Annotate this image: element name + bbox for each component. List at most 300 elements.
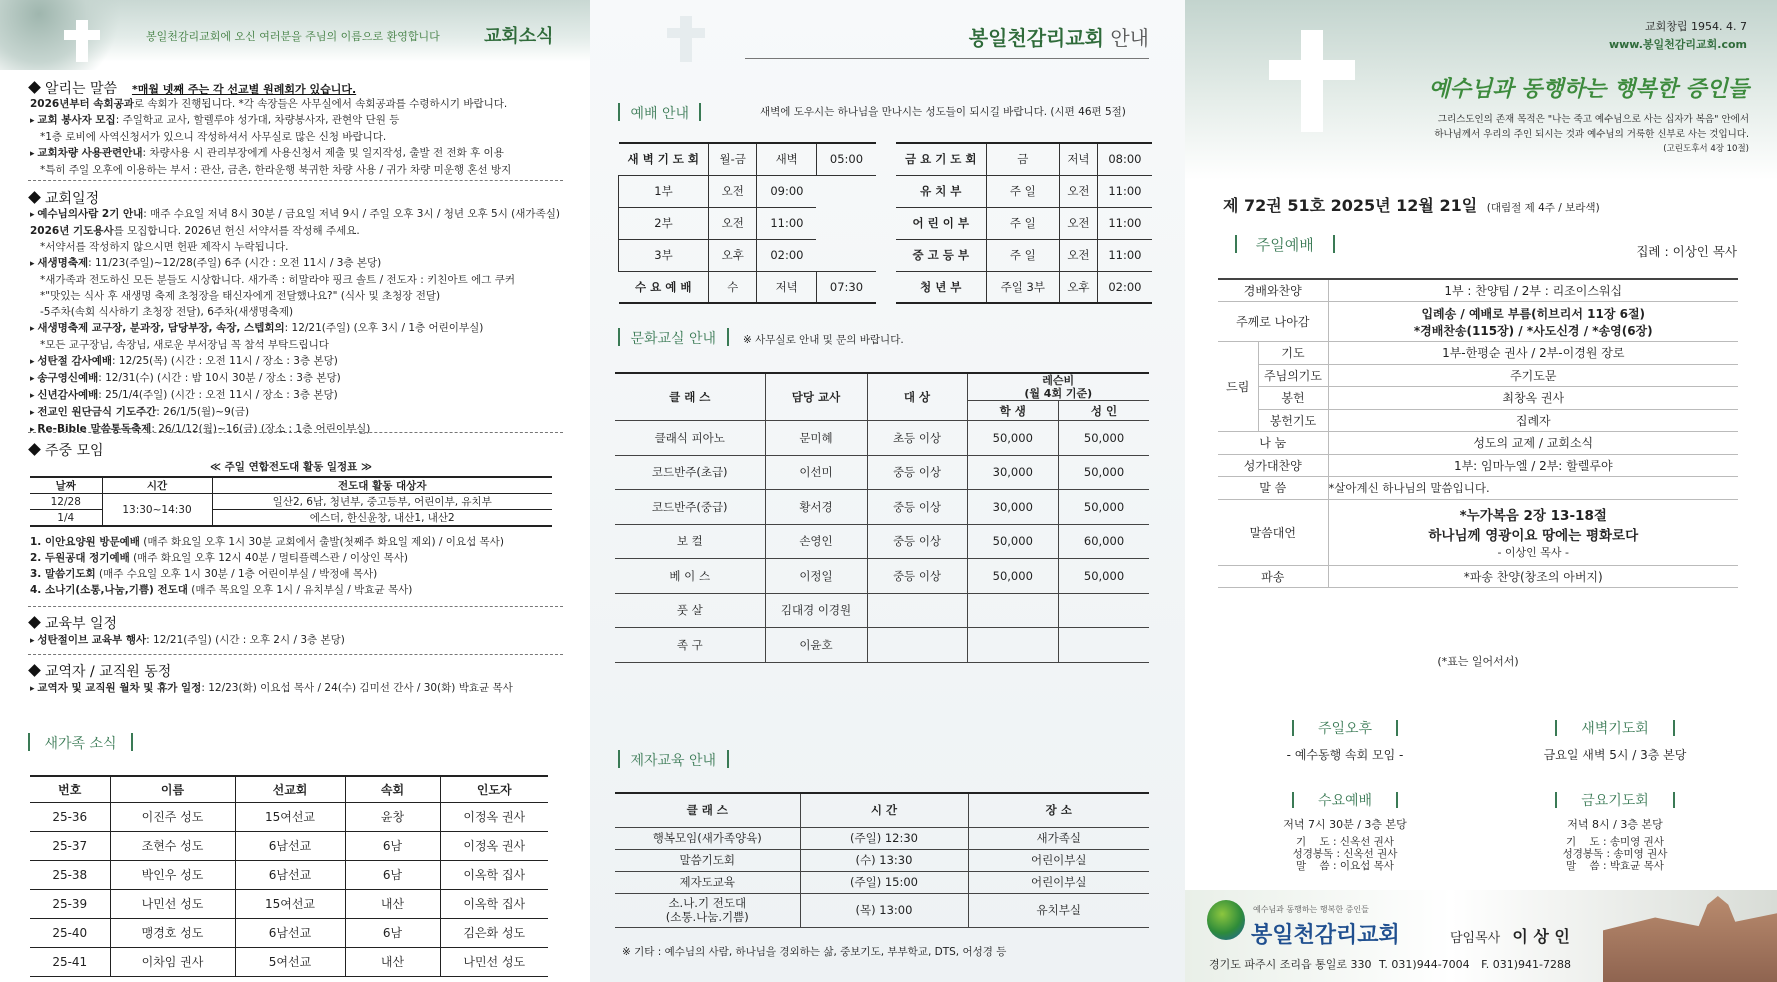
table-row (615, 893, 1149, 927)
table-row (30, 860, 548, 889)
worship-guide-title: 예배 안내 (618, 103, 701, 123)
table-cell: 베 이 스 (615, 559, 765, 594)
cross-arm (1269, 60, 1355, 80)
table-cell: 25-41 (52, 954, 88, 969)
weekly-heading: 주중 모임 (30, 440, 104, 460)
table-row (30, 889, 548, 918)
list-item-bold: 신년감사예배 (37, 389, 99, 401)
order-row (1218, 387, 1738, 410)
table-cell: 50,000 (1059, 559, 1149, 594)
duty-line: 기 도 : 신옥선 권사 (1296, 836, 1394, 848)
founded-date: 교회창립 1954. 4. 7 (1645, 20, 1747, 33)
list-item-bold: 교회 봉사자 모집 (37, 114, 116, 126)
table-cell (967, 593, 1059, 628)
col-teacher: 담당 교사 (765, 373, 867, 421)
sunday-pm-box: 주일오후 - 예수동행 속회 모임 - (1286, 721, 1404, 762)
table-cell: 11:00 (1097, 239, 1152, 271)
newfamily-title: 새가족 소식 (28, 733, 133, 753)
table-cell: 중등 이상 (867, 559, 967, 594)
table-row (619, 239, 877, 271)
list-item (30, 162, 560, 178)
table-row (615, 827, 1149, 849)
table-cell: 주 일 (986, 207, 1060, 239)
list-item-text: 를 모집합니다. 2026년 헌신 서약서를 작성해 주세요. (113, 225, 360, 237)
table-cell (967, 628, 1059, 663)
schedule-heading: 교회일정 (30, 188, 99, 208)
table-cell: 6남선교 (235, 860, 345, 889)
table-cell: 금 (986, 143, 1060, 175)
officiant: 집례 : 이상인 목사 (1636, 244, 1737, 259)
schedule-list (30, 206, 560, 438)
table-cell: 중등 이상 (867, 490, 967, 525)
order-row (1218, 499, 1738, 565)
table-cell: 클래식 피아노 (615, 421, 765, 456)
table-cell: 6남선교 (235, 918, 345, 947)
list-item (30, 320, 560, 337)
list-item (30, 680, 560, 697)
table-row (619, 271, 877, 303)
list-item (30, 288, 560, 304)
order-row (1218, 409, 1738, 432)
notice-list (30, 96, 560, 178)
col-leader: 인도자 (440, 776, 548, 802)
table-cell: 제자도교육 (615, 871, 800, 893)
table-cell: 이정옥 권사 (440, 831, 548, 860)
order-row (1218, 302, 1738, 342)
cross-icon (76, 20, 88, 62)
table-cell: 25-40 (52, 925, 88, 940)
table-row (896, 239, 1152, 271)
order-content: *누가복음 2장 13-18절 하나님께 영광이요 땅에는 평화로다 - 이상인 목사 - (1328, 499, 1738, 565)
table-cell: 50,000 (1059, 421, 1149, 456)
duty-line: 말 씀 : 이요섭 목사 (1296, 860, 1394, 872)
table-cell: 금 요 기 도 회 (896, 143, 986, 175)
table-cell: 이윤호 (765, 628, 867, 663)
table-cell: 윤창 (345, 802, 440, 831)
list-item-bold: 새생명축제 교구장, 분과장, 담당부장, 속장, 스텝회의 (37, 322, 285, 334)
order-content: 집례자 (1328, 409, 1738, 432)
table-cell: (주일) 15:00 (800, 871, 968, 893)
table-cell: 60,000 (1059, 524, 1149, 559)
table-cell: 어 린 이 부 (896, 207, 986, 239)
list-item-text: *새가족과 전도하신 모든 분들도 시상합니다. 새가족 : 히말라야 핑크 솔트 / 전도자 : 키친아트 에그 쿠커 (40, 274, 515, 286)
table-cell: 초등 이상 (867, 421, 967, 456)
wed-box: 수요예배 저녁 7시 30분 / 3층 본당 기 도 : 신옥선 권사 성경봉독 : 신옥선 권사 말 씀 : 이요섭 목사 (1215, 790, 1475, 872)
table-cell: 15여선교 (235, 802, 345, 831)
list-item (30, 370, 560, 387)
order-row (1218, 565, 1738, 588)
list-item-bold: 성탄절이브 교육부 행사 (37, 634, 147, 646)
list-item (30, 404, 560, 421)
table-row (896, 207, 1152, 239)
table-cell: 유치부실 (968, 893, 1149, 927)
table-cell: 6남선교 (235, 831, 345, 860)
order-row (1218, 477, 1738, 500)
table-cell: (수) 13:30 (800, 849, 968, 871)
outreach-table (30, 476, 552, 527)
order-content: 1부: 임마누엘 / 2부: 할렐루야 (1328, 454, 1738, 477)
col-adult: 성 인 (1059, 401, 1149, 421)
table-cell: 박인우 성도 (110, 860, 235, 889)
list-item-text: : 주일학교 교사, 할렐루야 성가대, 차량봉사자, 관현악 단원 등 (115, 114, 400, 126)
list-item-text: : 25/1/4(주일) (시간 : 오전 11시 / 장소 : 3층 본당) (98, 389, 338, 401)
table-cell: 수 요 예 배 (619, 271, 709, 303)
list-item (30, 304, 560, 320)
list-item-bold: 교회차량 사용관련안내 (37, 147, 143, 159)
order-label: 주께로 나아감 (1218, 302, 1328, 342)
order-row (1218, 454, 1738, 477)
col-name: 이름 (110, 776, 235, 802)
table-row (896, 175, 1152, 207)
table-cell: 이정옥 권사 (440, 802, 548, 831)
list-item-text: (매주 화요일 오후 12시 40분 / 멀티플렉스관 / 이상인 목사) (129, 552, 408, 564)
table-cell: 1/4 (57, 511, 75, 524)
table-cell: 손영인 (765, 524, 867, 559)
table-cell: 50,000 (1059, 455, 1149, 490)
table-row (615, 628, 1149, 663)
list-item (30, 255, 560, 272)
slogan: 예수님과 동행하는 행복한 증인들 (1428, 76, 1749, 102)
list-item (30, 223, 560, 239)
col-class: 클 래 스 (615, 793, 800, 827)
order-content: 주기도문 (1328, 364, 1738, 387)
culture-note: ※ 사무실로 안내 및 문의 바랍니다. (743, 334, 904, 346)
table-cell: 6남 (345, 918, 440, 947)
list-item (30, 96, 560, 112)
table-cell: 50,000 (967, 559, 1059, 594)
col-time: 시간 (102, 477, 212, 494)
table-cell: 황서경 (765, 490, 867, 525)
list-item (30, 129, 560, 145)
order-label: 말씀대언 (1218, 499, 1328, 565)
table-cell: 6남 (345, 831, 440, 860)
table-row (30, 918, 548, 947)
list-item-text: : 11/23(주일)~12/28(주일) 6주 (시간 : 오전 11시 / 3층 본당) (88, 257, 382, 269)
table-cell: 09:00 (757, 175, 817, 207)
list-item-text: (매주 수요일 오후 1시 30분 / 1층 어린이부실 / 박정애 목사) (95, 568, 378, 580)
list-item (30, 239, 560, 255)
list-item (30, 337, 560, 353)
order-label: 파송 (1218, 565, 1328, 588)
table-cell: 중등 이상 (867, 455, 967, 490)
table-row (30, 947, 548, 976)
stand-note: (*표는 일어서서) (1437, 655, 1519, 668)
list-item (30, 206, 560, 223)
divider (28, 180, 563, 181)
cross-icon (1301, 30, 1323, 132)
list-item-text: (매주 목요일 오후 1시 / 유치부실 / 박효균 목사) (187, 584, 413, 596)
col-date: 날짜 (55, 480, 76, 492)
list-item-text: : 12/23(화) 이요섭 목사 / 24(수) 김미선 간사 / 30(화) 박효균 목사 (201, 682, 513, 694)
list-item (30, 534, 560, 550)
table-cell: 11:00 (1097, 175, 1152, 207)
duty-line: 기 도 : 송미영 권사 (1566, 836, 1664, 848)
list-item-bold: 송구영신예배 (37, 372, 99, 384)
list-item (30, 272, 560, 288)
table-row (615, 524, 1149, 559)
table-cell: 수 (709, 271, 757, 303)
table-row (896, 143, 1152, 175)
list-item-text: : 26/1/5(월)~9(금) (156, 406, 250, 418)
order-group-label: 드림 (1218, 342, 1258, 432)
table-cell: (목) 13:00 (800, 893, 968, 927)
table-row (619, 175, 877, 207)
table-cell: 이옥학 집사 (440, 889, 548, 918)
table-cell: 주일 3부 (986, 271, 1060, 303)
col-cell: 속회 (345, 776, 440, 802)
newfamily-table (30, 775, 548, 977)
table-cell (867, 593, 967, 628)
culture-table (615, 372, 1149, 663)
church-url[interactable]: www.봉일천감리교회.com (1608, 38, 1747, 51)
table-cell: 이차임 권사 (110, 947, 235, 976)
list-item-bold: 성탄절 감사예배 (37, 355, 113, 367)
table-cell: 50,000 (967, 421, 1059, 456)
table-cell: 13:30~14:30 (102, 494, 212, 527)
order-label: 나 눔 (1218, 432, 1328, 455)
table-cell: 50,000 (1059, 490, 1149, 525)
table-cell: 나민선 성도 (440, 947, 548, 976)
table-cell: 08:00 (1097, 143, 1152, 175)
list-item-text: : 매주 수요일 저녁 8시 30분 / 금요일 저녁 9시 / 주일 오후 3시 / 청년 오후 5시 (새가족실) (143, 208, 560, 220)
table-cell: 말씀기도회 (615, 849, 800, 871)
list-item-bold: 새생명축제 (37, 257, 89, 269)
table-cell: 5여선교 (235, 947, 345, 976)
list-item (30, 353, 560, 370)
table-cell: 11:00 (1097, 207, 1152, 239)
order-label: 경배와찬양 (1218, 279, 1328, 302)
table-row (30, 802, 548, 831)
table-cell: 새가족실 (968, 827, 1149, 849)
list-item-text: : 12/31(수) (시간 : 밤 10시 30분 / 장소 : 3층 본당) (98, 372, 341, 384)
table-cell: 새벽 (757, 143, 817, 175)
table-cell: 보 컬 (615, 524, 765, 559)
edu-list (30, 632, 560, 649)
order-label: 주님의기도 (1258, 364, 1328, 387)
table-cell: 주 일 (986, 239, 1060, 271)
table-cell: 25-39 (52, 896, 88, 911)
table-cell: 중 고 등 부 (896, 239, 986, 271)
list-item-bold: 3. 말씀기도회 (30, 568, 96, 580)
col-fee: 레슨비 (월 4회 기준) (967, 373, 1149, 401)
list-item-text: : 26/1/12(월)~16(금) (장소 : 1층 어린이부실) (151, 423, 371, 435)
table-cell: 6남 (345, 860, 440, 889)
order-content: 1부-한평순 권사 / 2부-이경원 장로 (1328, 342, 1738, 365)
order-content: *살아계신 하나님의 말씀입니다. (1328, 477, 1738, 500)
list-item-bold: 1. 이안요양원 방문예배 (30, 536, 140, 548)
duty-line: 성경봉독 : 송미영 권사 (1562, 848, 1668, 860)
table-cell: 오전 (1060, 175, 1098, 207)
list-item-text: (매주 화요일 오후 1시 30분 교회에서 출발(첫째주 화요일 제외) / 이요섭 목사) (139, 536, 504, 548)
table-cell (1059, 593, 1149, 628)
table-cell: 김은화 성도 (440, 918, 548, 947)
table-cell: 50,000 (967, 524, 1059, 559)
table-cell: 12/28 (50, 495, 81, 508)
list-item-bold: 전교인 원단금식 기도주간 (37, 406, 157, 418)
list-item-bold: 2026년부터 속회공과 (30, 98, 134, 110)
table-cell: 에스더, 한신윤창, 내산1, 내산2 (212, 510, 552, 527)
table-cell: 일산2, 6남, 청년부, 중고등부, 어린이부, 유치부 (212, 494, 552, 510)
cross-arm (667, 28, 705, 38)
address-line: 경기도 파주시 조리읍 통일로 330 T. 031)944-7004 F. 031)941-7288 (1209, 958, 1571, 971)
table-cell: 25-37 (52, 838, 88, 853)
pastor-line: 담임목사 이 상 인 (1450, 927, 1570, 946)
list-item-text: : 차량사용 시 관리부장에게 사용신청서 제출 및 일지작성, 출발 전 전화 후 이용 (142, 147, 504, 159)
list-item-bold: 2. 두원공대 정기예배 (30, 552, 130, 564)
list-item-text: -5주차(속회 식사하기 초청장 전달), 6주차(새생명축제) (40, 306, 294, 318)
table-cell: 저녁 (1060, 143, 1098, 175)
list-item (30, 112, 560, 129)
table-cell: 저녁 (757, 271, 817, 303)
col-student: 학 생 (967, 401, 1059, 421)
divider (745, 58, 1149, 59)
order-label: 말 씀 (1218, 477, 1328, 500)
list-item-text: *1층 로비에 사역신청서가 있으니 작성하셔서 사무실로 많은 신청 바랍니다. (40, 131, 387, 143)
table-cell: 오전 (709, 175, 757, 207)
table-cell: 내산 (345, 889, 440, 918)
cover-panel (1185, 0, 1777, 982)
worship-schedule-left (618, 142, 876, 304)
table-row (615, 593, 1149, 628)
table-row (619, 143, 877, 175)
divider (28, 606, 563, 607)
col-target: 대 상 (867, 373, 967, 421)
order-row (1218, 364, 1738, 387)
table-cell: 30,000 (967, 455, 1059, 490)
list-item (30, 421, 560, 438)
table-cell: 월-금 (709, 143, 757, 175)
logo-tagline: 예수님과 동행하는 행복한 증인들 (1253, 905, 1369, 914)
table-row (615, 421, 1149, 456)
cross-arm (64, 30, 100, 40)
col-mission: 선교회 (235, 776, 345, 802)
list-item-text: *모든 교구장님, 속장님, 새로운 부서장님 꼭 참석 부탁드립니다 (40, 339, 329, 351)
staff-heading: 교역자 / 교직원 동정 (30, 661, 171, 681)
table-cell (1059, 628, 1149, 663)
table-cell: 2부 (619, 207, 709, 239)
list-item (30, 145, 560, 162)
table-cell: 코드반주(중급) (615, 490, 765, 525)
table-row (615, 490, 1149, 525)
order-content: 최창옥 권사 (1328, 387, 1738, 410)
col-place: 장 소 (968, 793, 1149, 827)
edu-heading: 교육부 일정 (30, 613, 117, 633)
table-cell: 소.나.기 전도대 (소통.나눔.기쁨) (615, 893, 800, 927)
order-label: 성가대찬양 (1218, 454, 1328, 477)
list-item (30, 387, 560, 404)
duty-line: 말 씀 : 박효균 목사 (1566, 860, 1664, 872)
church-info (1609, 18, 1747, 54)
table-cell: 중등 이상 (867, 524, 967, 559)
table-cell: 새 벽 기 도 회 (619, 143, 709, 175)
table-cell: 05:00 (816, 143, 876, 175)
list-item-bold: 4. 소나기(소통,나눔,기쁨) 전도대 (30, 584, 188, 596)
col-class: 클 래 스 (615, 373, 765, 421)
table-cell: 3부 (619, 239, 709, 271)
order-row (1218, 342, 1738, 365)
col-target: 전도대 활동 대상자 (212, 477, 552, 494)
list-item-bold: 예수님의사람 2기 안내 (37, 208, 144, 220)
table-cell: 조현수 성도 (110, 831, 235, 860)
table-cell: (주일) 12:30 (800, 827, 968, 849)
list-item-text: *특히 주일 오후에 이용하는 부서 : 관산, 금촌, 한라운행 북귀한 차량 사용 / 귀가 차량 미운행 혼선 방지 (40, 164, 512, 176)
guide-header: 봉일천감리교회 안내 (968, 26, 1149, 50)
logo-name: 봉일천감리교회 (1251, 923, 1400, 948)
divider (28, 654, 563, 655)
table-cell: 15여선교 (235, 889, 345, 918)
table-cell: 이정일 (765, 559, 867, 594)
table-cell: 1부 (619, 175, 709, 207)
table-row (30, 831, 548, 860)
dawn-box: 새벽기도회 금요일 새벽 5시 / 3층 본당 (1543, 721, 1687, 762)
col-time: 시 간 (800, 793, 968, 827)
table-row (615, 559, 1149, 594)
order-label: 봉헌 (1258, 387, 1328, 410)
notice-heading: 알리는 말씀 *매월 넷째 주는 각 선교별 원례회가 있습니다. (30, 78, 356, 98)
table-cell: 02:00 (757, 239, 817, 271)
table-cell: 문미혜 (765, 421, 867, 456)
table-cell: 25-36 (52, 809, 88, 824)
order-content: 입례송 / 예배로 부름(히브리서 11장 6절) *경배찬송(115장) / *사도신경 / *송영(6장) (1328, 302, 1738, 342)
worship-schedule-right (896, 142, 1152, 304)
table-cell: 오후 (1060, 271, 1098, 303)
list-item (30, 550, 560, 566)
table-cell: 주 일 (986, 175, 1060, 207)
list-item-text: 로 속회가 진행됩니다. *각 속장들은 사무실에서 속회공과를 수령하시기 바랍니다. (133, 98, 508, 110)
table-row (896, 271, 1152, 303)
sunday-worship-title: 주일예배 (1235, 234, 1335, 255)
list-item (30, 632, 560, 649)
guide-panel (590, 0, 1185, 982)
table-cell: 오후 (709, 239, 757, 271)
order-content: 성도의 교제 / 교회소식 (1328, 432, 1738, 455)
order-row (1218, 432, 1738, 455)
news-title: 교회소식 (484, 26, 554, 47)
table-cell: 족 구 (615, 628, 765, 663)
outreach-table-title: ≪ 주일 연합전도대 활동 일정표 ≫ (210, 461, 372, 473)
table-cell: 나민선 성도 (110, 889, 235, 918)
list-item-text: : 12/21(주일) (시간 : 오후 2시 / 3층 본당) (146, 634, 345, 646)
table-cell: 맹경호 성도 (110, 918, 235, 947)
worship-verse: 새벽에 도우시는 하나님을 만나시는 성도들이 되시길 바랍니다. (시편 46편 5절) (760, 106, 1126, 118)
table-row (615, 871, 1149, 893)
table-cell: 이선미 (765, 455, 867, 490)
table-cell: 청 년 부 (896, 271, 986, 303)
staff-list (30, 680, 560, 697)
list-item-text: : 12/21(주일) (오후 3시 / 1층 어린이부실) (284, 322, 484, 334)
worship-order (1218, 278, 1738, 588)
culture-title: 문화교실 안내 (618, 328, 729, 348)
table-cell: 오전 (1060, 207, 1098, 239)
list-item-bold: 2026년 기도용사 (30, 225, 114, 237)
table-row (619, 207, 877, 239)
motto: 그리스도인의 존재 목적은 "나는 죽고 예수님으로 사는 십자가 복음" 안에서 하나님께서 우리의 주인 되시는 것과 예수님의 거룩한 신부로 사는 것입니다. (고린도후서 4장 10절) (1434, 114, 1749, 154)
table-cell: 07:30 (816, 271, 876, 303)
divider (28, 432, 563, 433)
table-cell: 내산 (345, 947, 440, 976)
list-item (30, 582, 560, 598)
table-cell: 코드반주(초급) (615, 455, 765, 490)
order-label: 봉헌기도 (1258, 409, 1328, 432)
table-cell: 어린이부실 (968, 849, 1149, 871)
church-logo-icon (1207, 900, 1245, 940)
list-item-bold: 교역자 및 교직원 월차 및 휴가 일정 (37, 682, 202, 694)
list-item (30, 566, 560, 582)
disciple-table (615, 792, 1149, 928)
table-row (615, 849, 1149, 871)
table-cell: 유 치 부 (896, 175, 986, 207)
news-panel (0, 0, 590, 982)
